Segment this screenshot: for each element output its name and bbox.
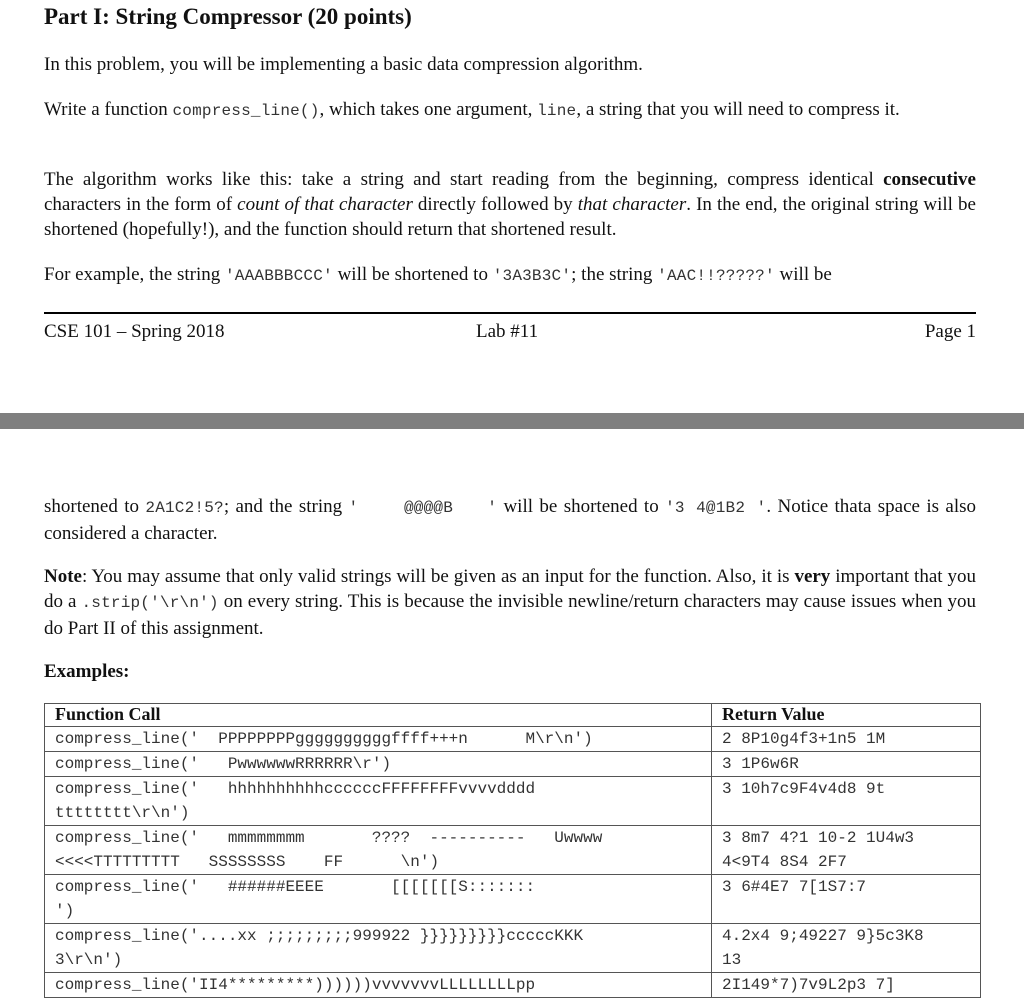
return-value-cell: 3 1P6w6R	[712, 752, 981, 777]
table-row	[45, 752, 981, 777]
return-value-cell: 2I149*7)7v9L2p3 7]	[712, 973, 981, 998]
header-function-call: Function Call	[45, 704, 712, 727]
table-header-row	[45, 704, 981, 727]
argument-name: line	[537, 102, 577, 120]
table-row	[45, 727, 981, 752]
table-row	[45, 777, 981, 826]
function-call-cell: compress_line(' hhhhhhhhhhccccccFFFFFFFFvvvvdddd tttttttt\r\n')	[45, 777, 712, 826]
footer-page: Page 1	[924, 321, 976, 342]
return-value-cell: 4.2x4 9;49227 9}5c3K8 13	[712, 924, 981, 973]
return-value-cell: 2 8P10g4f3+1n5 1M	[712, 727, 981, 752]
footer-course: CSE 101 – Spring 2018	[44, 321, 225, 342]
function-call-cell: compress_line('II4*********))))))vvvvvvvLLLLLLLLpp	[45, 973, 712, 998]
function-call-cell: compress_line(' PwwwwwwRRRRRR\r')	[45, 752, 712, 777]
section-title: Part I: String Compressor (20 points)	[44, 4, 412, 29]
footer-rule	[44, 312, 976, 314]
footer-lab: Lab #11	[476, 321, 539, 342]
return-value-cell: 3 8m7 4?1 10-2 1U4w3 4<9T4 8S4 2F7	[712, 826, 981, 875]
function-call-cell: compress_line(' ######EEEE [[[[[[[S::::::: ')	[45, 875, 712, 924]
example-paragraph: For example, the string 'AAABBBCCC' will be shortened to '3A3B3C'; the string 'AAC!!?????' will be	[44, 264, 832, 285]
examples-table	[44, 703, 981, 998]
note-paragraph: Note: You may assume that only valid strings will be given as an input for the function. Also, it is very important that you do a .strip('\r\n') on every string. This is because the invisible newline/return characters may cause issues when you do Part II of this assignment.	[44, 566, 976, 639]
continuation-paragraph: shortened to 2A1C2!5?; and the string ' @@@@B ' will be shortened to '3 4@1B2 '. Notice thata space is also considered a character.	[44, 496, 977, 544]
function-call-cell: compress_line(' mmmmmmmm ???? ---------- Uwwww <<<<TTTTTTTTT SSSSSSSS FF \n')	[45, 826, 712, 875]
header-return-value: Return Value	[712, 704, 981, 727]
function-call-cell: compress_line(' PPPPPPPPggggggggggffff+++n M\r\n')	[45, 727, 712, 752]
task-paragraph: Write a function compress_line(), which takes one argument, line, a string that you will need to compress it.	[44, 99, 900, 120]
table-row	[45, 875, 981, 924]
return-value-cell: 3 10h7c9F4v4d8 9t	[712, 777, 981, 826]
strip-code: .strip('\r\n')	[81, 594, 219, 612]
table-row	[45, 924, 981, 973]
table-row	[45, 973, 981, 998]
examples-heading: Examples:	[44, 661, 130, 682]
page-break	[0, 413, 1024, 429]
intro-paragraph: In this problem, you will be implementing a basic data compression algorithm.	[44, 54, 643, 75]
function-name: compress_line()	[172, 102, 320, 120]
table-row	[45, 826, 981, 875]
return-value-cell: 3 6#4E7 7[1S7:7	[712, 875, 981, 924]
function-call-cell: compress_line('....xx ;;;;;;;;;999922 }}}}}}}}}cccccKKK 3\r\n')	[45, 924, 712, 973]
algorithm-paragraph: The algorithm works like this: take a string and start reading from the beginning, compress identical consecutive characters in the form of count of that character directly followed by that character. In the end, the original string will be shortened (hopefully!), and the function should return that shortened result.	[44, 169, 976, 240]
